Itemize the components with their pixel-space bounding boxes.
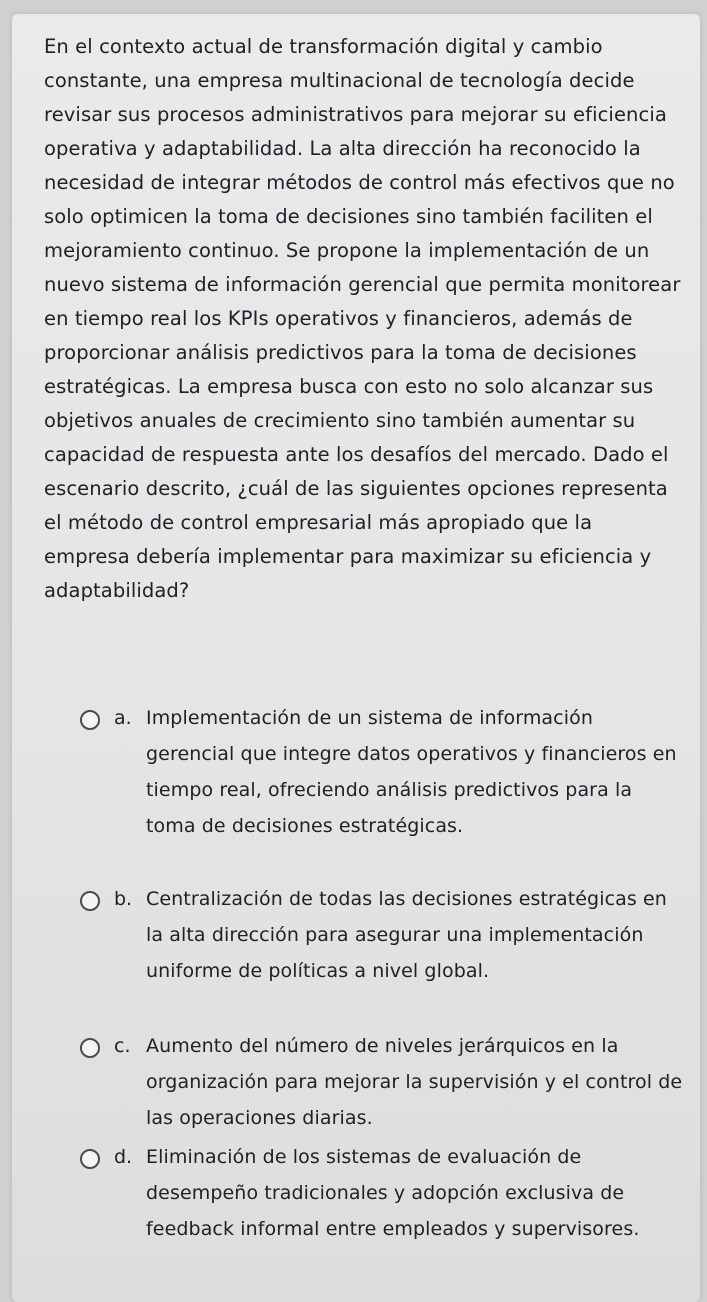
radio-button-d[interactable] (80, 1149, 100, 1169)
option-text-b[interactable]: Centralización de todas las decisiones estratégicas en la alta dirección para asegurar una implementación uniforme de políticas a nivel global. (146, 888, 667, 982)
option-text-c[interactable]: Aumento del número de niveles jerárquicos en la organización para mejorar la supervisión y el control de las operaciones diarias. (146, 1035, 683, 1129)
radio-button-b[interactable] (80, 891, 100, 911)
option-letter-d: d. (114, 1146, 133, 1168)
option-text-a[interactable]: Implementación de un sistema de información gerencial que integre datos operativos y financieros en tiempo real, ofreciendo análisis predictivos para la toma de decisiones estratégicas. (146, 707, 677, 837)
radio-button-a[interactable] (80, 710, 100, 730)
option-letter-a: a. (114, 707, 132, 729)
quiz-card (12, 14, 700, 1302)
question-text: En el contexto actual de transformación digital y cambio constante, una empresa multinacional de tecnología decide revisar sus procesos administrativos para mejorar su eficiencia operativa y adaptabilidad. La alta dirección ha reconocido la necesidad de integrar métodos de control más efectivos que no solo optimicen la toma de decisiones sino también faciliten el mejoramiento continuo. Se propone la implementación de un nuevo sistema de información gerencial que permita monitorear en tiempo real los KPIs operativos y financieros, además de proporcionar análisis predictivos para la toma de decisiones estratégicas. La empresa busca con esto no solo alcanzar sus objetivos anuales de crecimiento sino también aumentar su capacidad de respuesta ante los desafíos del mercado. Dado el escenario descrito, ¿cuál de las siguientes opciones representa el método de control empresarial más apropiado que la empresa debería implementar para maximizar su eficiencia y adaptabilidad? (44, 35, 681, 602)
radio-button-c[interactable] (80, 1038, 100, 1058)
option-text-d[interactable]: Eliminación de los sistemas de evaluación de desempeño tradicionales y adopción exclusiva de feedback informal entre empleados y supervisores. (146, 1146, 640, 1240)
option-letter-c: c. (114, 1035, 131, 1057)
option-letter-b: b. (114, 888, 133, 910)
